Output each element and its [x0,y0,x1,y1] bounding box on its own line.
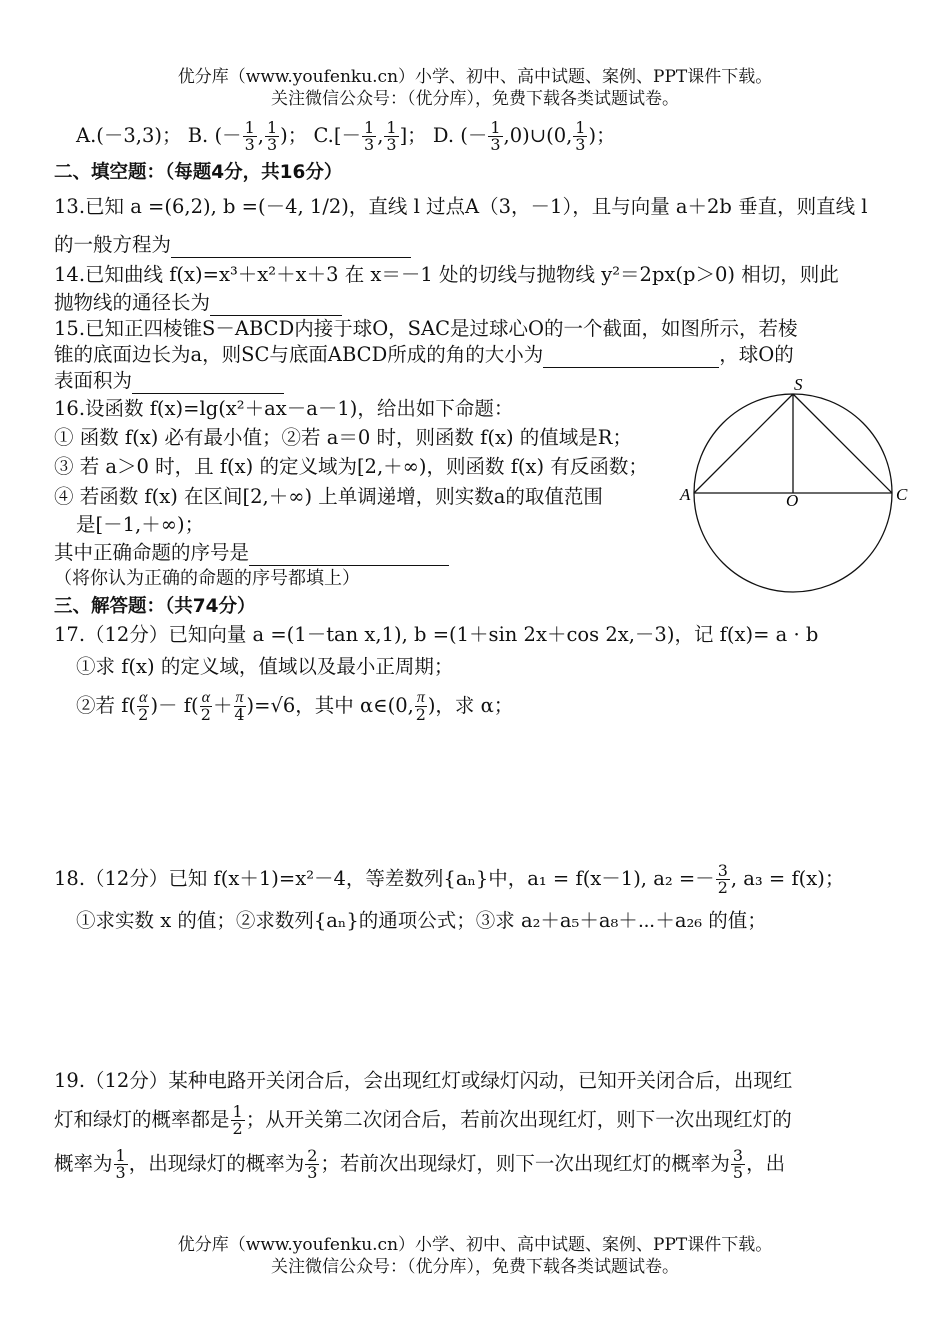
option-d: D. (－ $\frac{1}{3}$ ,0)∪(0, $\frac{1}{3}$ )； [432,118,616,154]
label-c: C [896,485,908,504]
q16-answer: 其中正确命题的序号是 [54,540,700,566]
q14-line-2: 抛物线的通径长为 [54,290,898,316]
section-2-title: 二、填空题：（每题4分，共16分） [54,162,343,183]
q16-line-1: 16.设函数 f(x)=lg(x²＋ax－a－1)，给出如下命题： [54,397,514,420]
q17-line-1: 17.（12分）已知向量 a =(1－tan x,1), b =(1＋sin 2x＋cos 2x,－3)，记 f(x)= a · b [54,623,819,646]
header-line-2: 关注微信公众号：（优分库），免费下载各类试题试卷。 [271,89,679,109]
answer-blank[interactable] [171,237,411,258]
q17-part-1: ①求 f(x) 的定义域，值域以及最小正周期； [76,655,454,678]
q19-line-2: 灯和绿灯的概率都是 $\frac{1}{2}$ ；从开关第二次闭合后，若前次出现红灯，则下一次出现红灯的 [54,1102,792,1138]
footer-line-1: 优分库（www.youfenku.cn）小学、初中、高中试题、案例、PPT课件下载。 [177,1235,773,1255]
footer-line-2: 关注微信公众号：（优分库），免费下载各类试题试卷。 [271,1257,679,1277]
label-o: O [786,491,799,510]
q16-item-4: ④ 若函数 f(x) 在区间[2,＋∞) 上单调递增，则实数a的取值范围 [54,485,603,508]
q15-line-3: 表面积为 [54,368,898,394]
q13-line-1: 13.已知 a =(6,2), b =(－4, 1/2)，直线 l 过点A（3，－1），且与向量 a＋2b 垂直，则直线 l [54,195,868,218]
segment-sa [694,394,793,493]
q16-note: （将你认为正确的命题的序号都填上） [54,568,360,589]
answer-blank[interactable] [210,295,342,316]
q16-item-3: ③ 若 a＞0 时，且 f(x) 的定义域为[2,＋∞)，则函数 f(x) 有反函数； [54,455,648,478]
q13-line-2: 的一般方程为 [54,232,898,258]
q15-line-2: 锥的底面边长为a，则SC与底面ABCD所成的角的大小为 ，球O的 [54,343,794,366]
q16-item-4b: 是[－1,＋∞)； [76,513,205,536]
section-3-title: 三、解答题：（共74分） [54,596,256,617]
q12-options [76,120,898,153]
option-c: C.[－ $\frac{1}{3}$ , $\frac{1}{3}$ ]； [313,118,427,154]
option-b: B. (－ $\frac{1}{3}$ , $\frac{1}{3}$ )； [187,118,308,154]
option-a: A.(－3,3)； [76,124,182,147]
q14-line-1: 14.已知曲线 f(x)=x³＋x²＋x＋3 在 x＝－1 处的切线与抛物线 y²＝2px(p＞0) 相切，则此 [54,263,839,286]
label-a: A [680,485,691,504]
q19-line-1: 19.（12分）某种电路开关闭合后，会出现红灯或绿灯闪动，已知开关闭合后，出现红 [54,1069,793,1092]
q17-part-2: ②若 f( $\frac{\alpha}{2}$ )－ f( $\frac{\alpha}{2}$ ＋ $\frac{\pi}{4}$ )=√6，其中 α∈(0, $\frac{\pi}{2}$ )，求 α； [76,689,514,724]
answer-blank[interactable] [249,545,449,566]
answer-blank[interactable] [132,373,284,394]
label-s: S [794,376,803,394]
q18-line-2: ①求实数 x 的值；②求数列{aₙ}的通项公式；③求 a₂＋a₅＋a₈＋⋯＋a₂₆ 的值； [76,909,767,932]
q18-line-1: 18.（12分）已知 f(x＋1)=x²－4，等差数列{aₙ}中，a₁ = f(x－1), a₂ =－ $\frac{3}{2}$ , a₃ = f(x)； [54,861,845,897]
q15-line-1: 15.已知正四棱锥S－ABCD内接于球O，SAC是过球心O的一个截面，如图所示，若棱 [54,317,798,340]
header-line-1: 优分库（www.youfenku.cn）小学、初中、高中试题、案例、PPT课件下载。 [177,67,773,87]
sphere-figure [676,376,916,598]
segment-sc [793,394,892,493]
answer-blank[interactable] [543,347,719,368]
q16-item-1: ① 函数 f(x) 必有最小值；②若 a＝0 时，则函数 f(x) 的值域是R； [54,426,632,449]
q19-line-3: 概率为 $\frac{1}{3}$ ，出现绿灯的概率为 $\frac{2}{3}$ ；若前次出现绿灯，则下一次出现红灯的概率为 $\frac{3}{5}$ ，出 [54,1146,786,1182]
